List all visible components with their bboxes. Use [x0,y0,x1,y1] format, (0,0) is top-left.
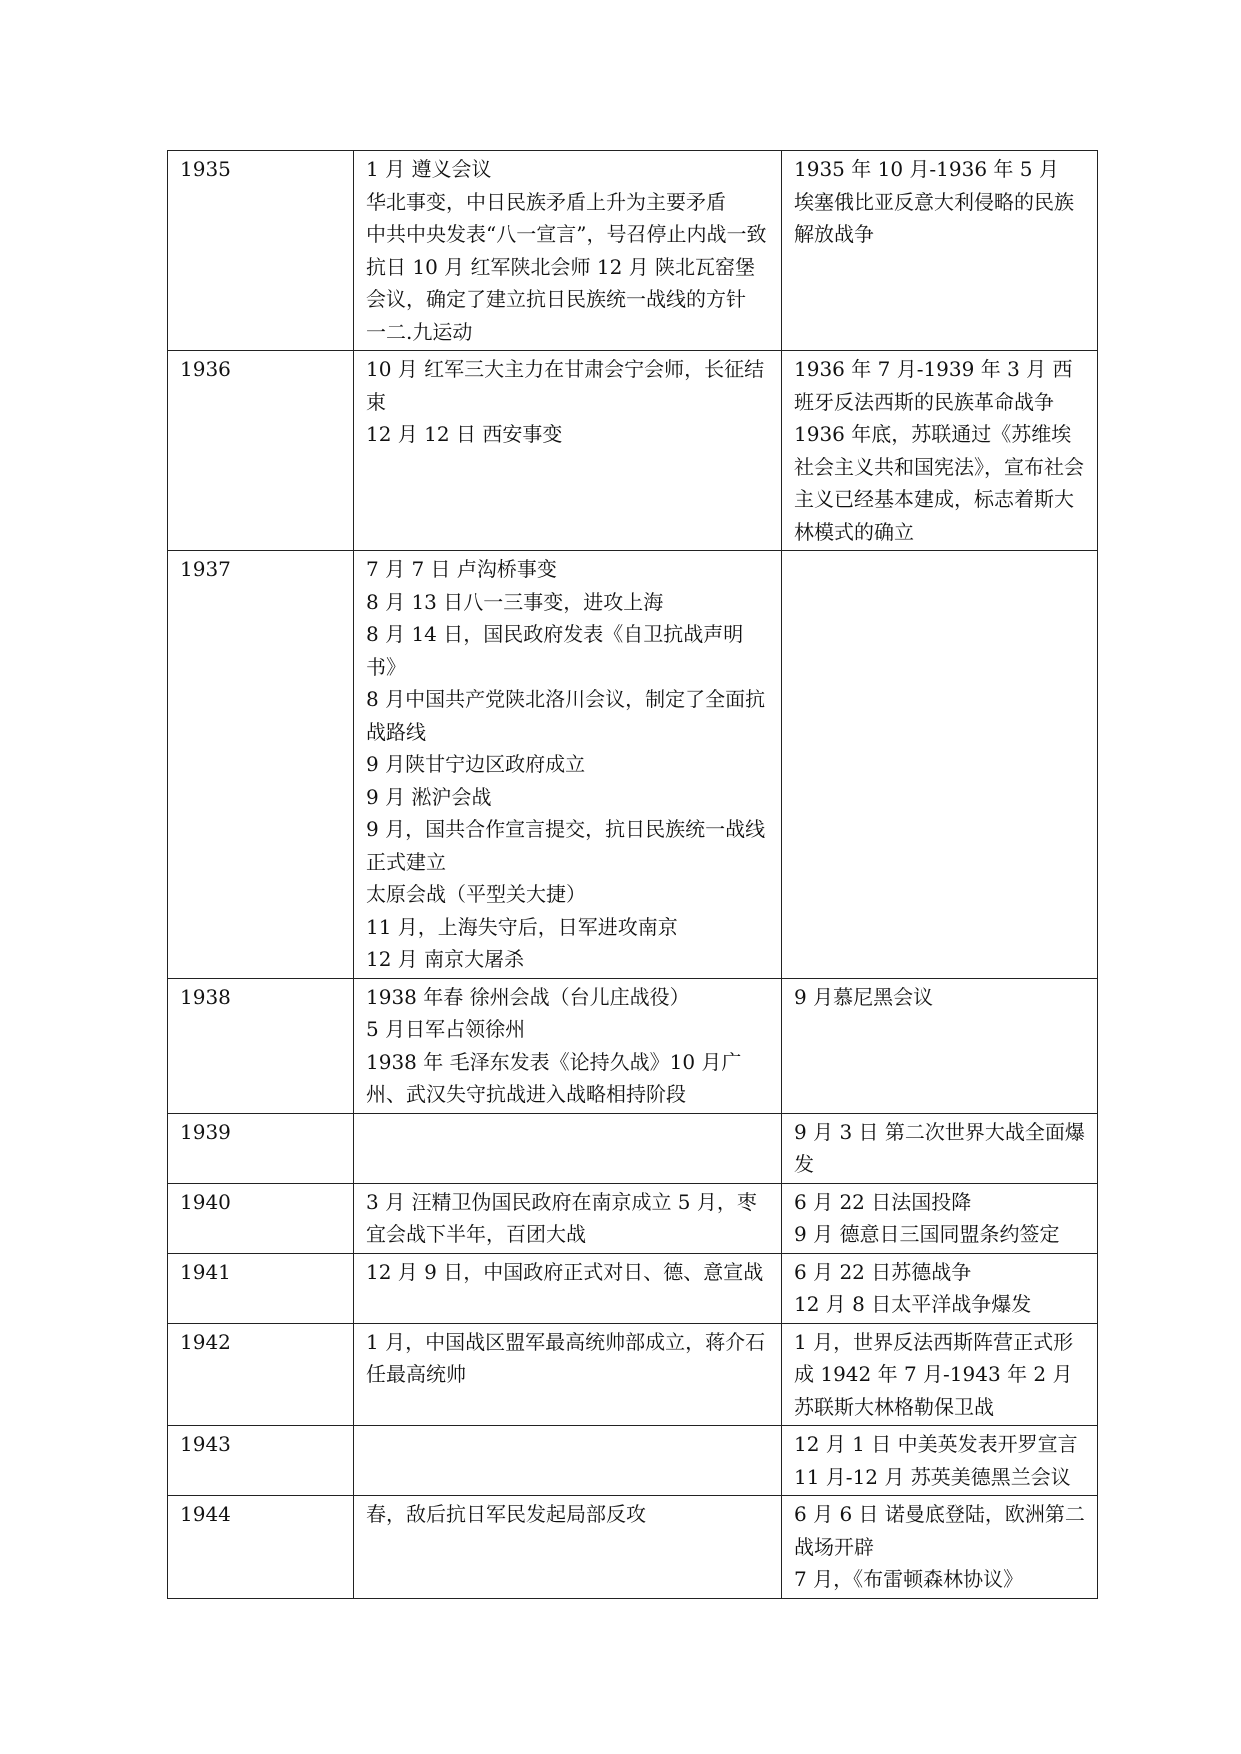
world-events-cell [782,351,1098,551]
china-event: 1 月，中国战区盟军最高统帅部成立，蒋介石任最高统帅 [366,1329,766,1386]
year-label: 1943 [180,1432,231,1456]
world-event: 1 月，世界反法西斯阵营正式形成 1942 年 7 月-1943 年 2 月 苏联斯大林格勒保卫战 [794,1329,1074,1419]
china-event: 8 月 14 日，国民政府发表《自卫抗战声明书》 [366,622,744,679]
world-event: 6 月 22 日苏德战争 [794,1259,972,1284]
year-label: 1935 [180,157,231,181]
world-events-cell [782,1113,1098,1183]
china-event: 10 月 红军三大主力在甘肃会宁会师，长征结束 [366,357,765,414]
year-cell [168,1496,354,1599]
year-label: 1940 [180,1189,231,1214]
table-row [168,551,1098,979]
world-event: 12 月 1 日 中美英发表开罗宣言 [794,1432,1078,1456]
china-event: 1 月 遵义会议 [366,157,492,181]
timeline-body [168,151,1098,1599]
china-event: 9 月陕甘宁边区政府成立 [366,752,586,776]
china-events-cell [354,1183,782,1253]
table-row [168,1183,1098,1253]
world-event: 9 月慕尼黑会议 [794,984,934,1009]
china-events-cell [354,1323,782,1426]
china-event: 12 月 9 日，中国政府正式对日、德、意宣战 [366,1259,764,1284]
world-event: 11 月-12 月 苏英美德黑兰会议 [794,1464,1071,1489]
china-event: 7 月 7 日 卢沟桥事变 [366,557,557,581]
china-event: 一二.九运动 [366,319,473,344]
year-label: 1942 [180,1329,231,1354]
china-event: 12 月 12 日 西安事变 [366,422,563,446]
table-row [168,1253,1098,1323]
world-events-cell [782,1426,1098,1496]
china-event: 3 月 汪精卫伪国民政府在南京成立 5 月，枣宜会战下半年，百团大战 [366,1189,757,1246]
world-event: 6 月 6 日 诺曼底登陆，欧洲第二战场开辟 [794,1502,1085,1559]
china-event: 11 月，上海失守后，日军进攻南京 [366,914,678,939]
china-events-cell [354,1113,782,1183]
china-events-cell [354,351,782,551]
world-event: 9 月 3 日 第二次世界大战全面爆发 [794,1119,1085,1176]
china-event: 1938 年春 徐州会战（台儿庄战役） [366,984,690,1009]
china-event: 9 月 淞沪会战 [366,784,492,809]
world-event: 7 月，《布雷顿森林协议》 [794,1567,1024,1591]
world-event: 1936 年底，苏联通过《苏维埃社会主义共和国宪法》，宣布社会主义已经基本建成，标志着斯大林模式的确立 [794,422,1084,544]
table-row [168,1113,1098,1183]
china-events-cell [354,1253,782,1323]
year-label: 1936 [180,357,231,381]
table-row [168,1426,1098,1496]
china-events-cell [354,551,782,979]
world-events-cell [782,151,1098,351]
year-cell [168,1426,354,1496]
world-event: 9 月 德意日三国同盟条约签定 [794,1222,1060,1246]
year-cell [168,1253,354,1323]
world-events-cell [782,551,1098,979]
table-row [168,978,1098,1113]
world-events-cell [782,1183,1098,1253]
china-event: 华北事变，中日民族矛盾上升为主要矛盾 [366,189,726,214]
table-row [168,1496,1098,1599]
year-cell [168,1183,354,1253]
world-events-cell [782,1496,1098,1599]
world-event: 1935 年 10 月-1936 年 5 月 埃塞俄比亚反意大利侵略的民族解放战争 [794,157,1074,246]
year-label: 1941 [180,1259,231,1284]
world-event: 6 月 22 日法国投降 [794,1189,972,1214]
year-cell [168,351,354,551]
china-event: 12 月 南京大屠杀 [366,947,525,971]
year-cell [168,1323,354,1426]
year-label: 1937 [180,557,231,581]
china-events-cell [354,1426,782,1496]
china-event: 太原会战（平型关大捷） [366,882,586,906]
year-label: 1939 [180,1119,231,1144]
table-row [168,351,1098,551]
world-event: 1936 年 7 月-1939 年 3 月 西班牙反法西斯的民族革命战争 [794,357,1073,414]
china-event: 5 月日军占领徐州 [366,1017,526,1041]
china-event: 春，敌后抗日军民发起局部反攻 [366,1502,646,1526]
timeline-table [167,150,1098,1599]
world-events-cell [782,1253,1098,1323]
china-event: 8 月 13 日八一三事变，进攻上海 [366,589,664,614]
china-event: 中共中央发表“八一宣言”，号召停止内战一致抗日 10 月 红军陕北会师 12 月 陕北瓦窑堡会议，确定了建立抗日民族统一战线的方针 [366,222,767,311]
china-events-cell [354,151,782,351]
year-cell [168,151,354,351]
china-event: 1938 年 毛泽东发表《论持久战》10 月广州、武汉失守抗战进入战略相持阶段 [366,1049,742,1106]
china-event: 9 月，国共合作宣言提交，抗日民族统一战线正式建立 [366,817,766,874]
year-cell [168,551,354,979]
world-events-cell [782,1323,1098,1426]
year-cell [168,978,354,1113]
year-label: 1944 [180,1502,231,1526]
table-row [168,151,1098,351]
world-events-cell [782,978,1098,1113]
world-event: 12 月 8 日太平洋战争爆发 [794,1292,1032,1316]
table-row [168,1323,1098,1426]
year-label: 1938 [180,984,231,1009]
china-events-cell [354,978,782,1113]
china-event: 8 月中国共产党陕北洛川会议，制定了全面抗战路线 [366,687,766,744]
year-cell [168,1113,354,1183]
china-events-cell [354,1496,782,1599]
